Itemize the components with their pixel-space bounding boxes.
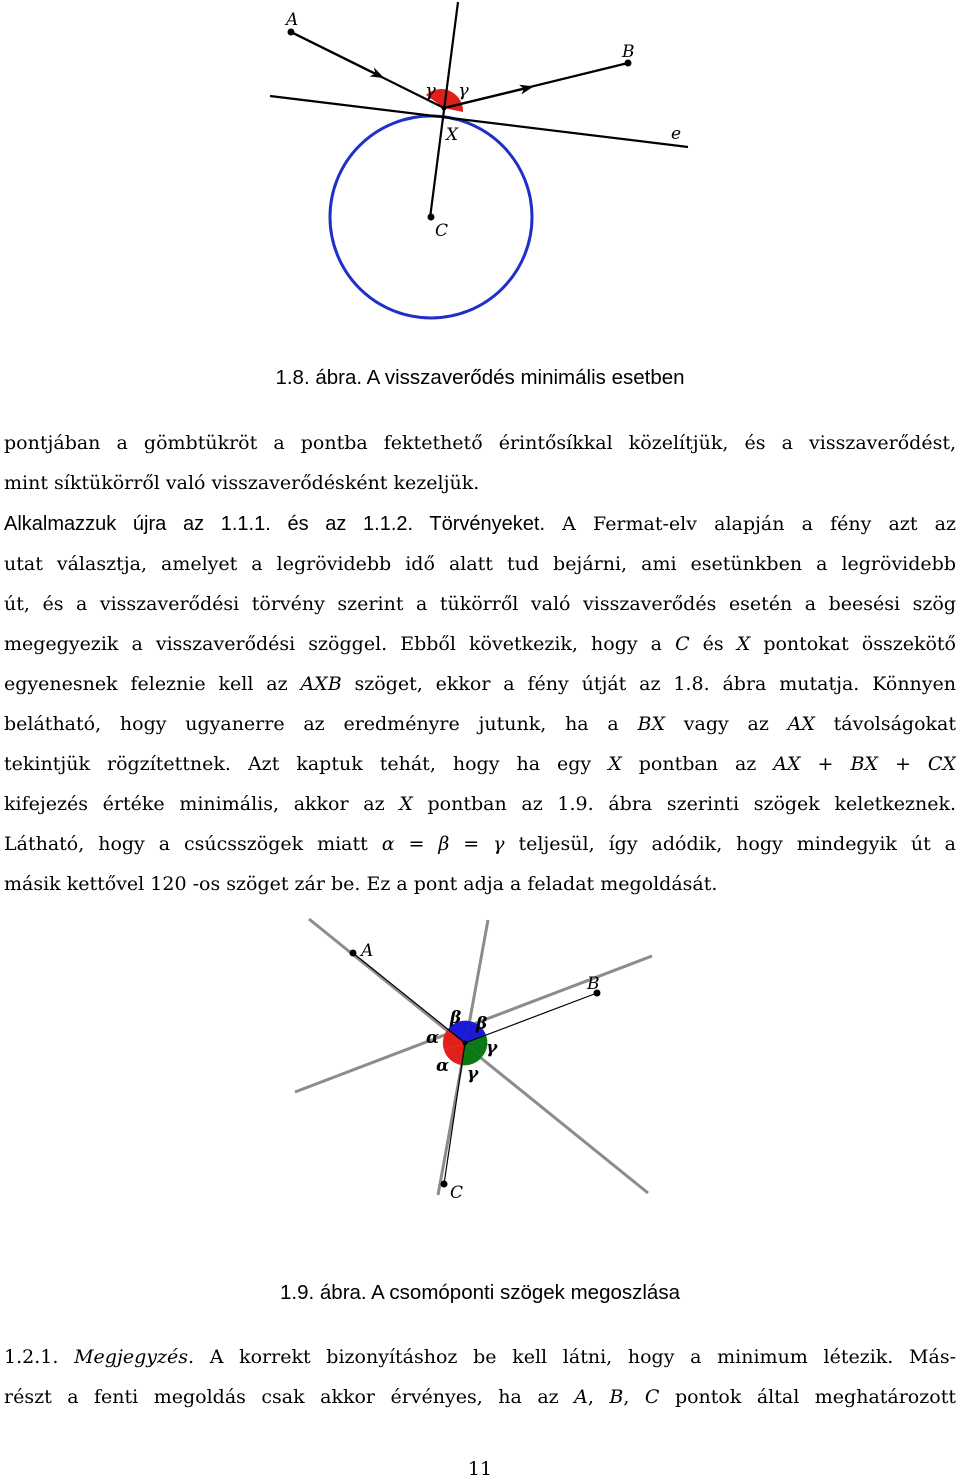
math-c: C	[644, 1386, 660, 1408]
text-span: megegyezik a visszaverődési szöggel. Ebből következik, hogy a	[4, 633, 676, 655]
text-line	[4, 664, 956, 704]
ray-a-x-arrow	[291, 32, 378, 75]
text-line: pontjában a gömbtükröt a pontba fektethető érintősíkkal közelítjük, és a visszaverődést,	[4, 432, 956, 454]
text-span: teljesül, így adódik, hogy mindegyik út a	[504, 833, 956, 855]
text-line: mint síktükörről való visszaverődésként kezeljük.	[4, 472, 480, 494]
math-axb: AXB	[300, 673, 342, 695]
text-span: pontok által meghatározott	[659, 1386, 956, 1408]
math-c: C	[675, 633, 690, 655]
text-line: másik kettővel 120 -os szöget zár be. Ez a pont adja a feladat megoldását.	[4, 873, 718, 895]
node-point	[463, 1041, 468, 1046]
text-span: 1.2.1.	[4, 1346, 75, 1368]
text-span: tekintjük rögzítettnek. Azt kaptuk tehát, hogy ha egy	[4, 753, 609, 775]
label-c: C	[435, 221, 449, 241]
label-c: C	[450, 1183, 464, 1203]
text-span: pontokat összekötő	[750, 633, 956, 655]
figure-caption-1-9: 1.9. ábra. A csomóponti szögek megoszlása	[280, 1281, 680, 1304]
point-c	[441, 1181, 448, 1188]
text-line	[4, 824, 956, 864]
math-x: X	[399, 793, 413, 815]
text-line	[4, 504, 956, 544]
label-b: B	[587, 974, 600, 994]
label-alpha-lower: α	[436, 1056, 450, 1076]
math-x: X	[608, 753, 622, 775]
text-span: A Fermat-elv alapján a fény azt az	[545, 513, 956, 535]
text-line	[4, 704, 956, 744]
text-span: távolságokat	[814, 713, 956, 735]
math-angle-equality: α = β = γ	[381, 833, 505, 855]
text-span: ,	[587, 1386, 610, 1408]
text-span: vagy az	[665, 713, 788, 735]
text-span: pontban az	[621, 753, 774, 775]
figure-1-9	[0, 905, 960, 1265]
text-line	[4, 784, 956, 824]
text-line	[4, 1337, 956, 1377]
segment-x-a	[353, 953, 465, 1043]
math-sum-expression: AX + BX + CX	[773, 753, 956, 775]
text-line: utat választja, amelyet a legrövidebb idő alatt tud bejárni, ami esetünkben a legrövidebb	[4, 553, 956, 575]
figure-caption-1-8: 1.8. ábra. A visszaverődés minimális esetben	[275, 366, 685, 389]
paragraph-mirror-approximation	[4, 423, 956, 503]
label-a: A	[361, 941, 374, 961]
point-a	[350, 950, 357, 957]
point-c	[428, 214, 435, 221]
label-b: B	[622, 42, 635, 62]
label-gamma-right: γ	[458, 80, 469, 101]
text-span: kifejezés értéke minimális, akkor az	[4, 793, 400, 815]
text-span: egyenesnek feleznie kell az	[4, 673, 301, 695]
text-span: részt a fenti megoldás csak akkor érvényes, ha az	[4, 1386, 575, 1408]
label-gamma-right: γ	[486, 1038, 498, 1058]
paragraph-fermat	[4, 504, 956, 904]
text-span: A korrekt bizonyításhoz be kell látni, hogy a minimum létezik. Más-	[194, 1346, 956, 1368]
text-span: és	[689, 633, 737, 655]
math-x: X	[736, 633, 751, 655]
label-alpha-upper: α	[426, 1028, 440, 1048]
text-span: pontban az 1.9. ábra szerinti szögek keletkeznek.	[412, 793, 956, 815]
text-span: szöget, ekkor a fény útját az 1.8. ábra mutatja. Könnyen	[341, 673, 956, 695]
remark-title: Megjegyzés.	[74, 1346, 195, 1368]
text-span: belátható, hogy ugyanerre az eredményre jutunk, ha a	[4, 713, 638, 735]
text-line: út, és a visszaverődési törvény szerint a tükörről való visszaverődés esetén a beesési szög	[4, 593, 956, 615]
label-x: X	[446, 125, 459, 145]
math-a: A	[574, 1386, 588, 1408]
text-line	[4, 624, 956, 664]
point-x	[442, 106, 447, 111]
math-ax: AX	[787, 713, 815, 735]
math-bx: BX	[637, 713, 665, 735]
figure-1-8	[0, 0, 960, 340]
text-span: ,	[623, 1386, 645, 1408]
text-line	[4, 1377, 956, 1417]
page-number: 11	[467, 1458, 493, 1480]
math-b: B	[609, 1386, 624, 1408]
text-line	[4, 744, 956, 784]
label-gamma-lower: γ	[467, 1064, 479, 1084]
label-beta-right: β	[476, 1014, 488, 1034]
text-span: Látható, hogy a csúcsszögek miatt	[4, 833, 382, 855]
tangent-line-e	[270, 96, 688, 147]
label-e: e	[671, 124, 682, 144]
paragraph-remark	[4, 1337, 956, 1417]
label-beta-left: β	[450, 1008, 462, 1028]
laws-reference: Alkalmazzuk újra az 1.1.1. és az 1.1.2. Törvényeket.	[4, 513, 546, 535]
label-a: A	[286, 10, 299, 30]
label-gamma-left: γ	[425, 80, 436, 101]
